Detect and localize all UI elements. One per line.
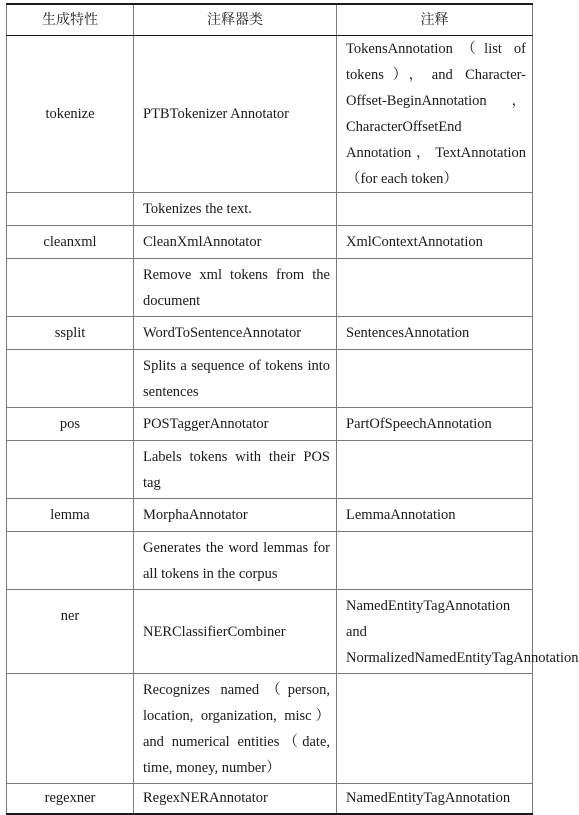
annotator-cell: WordToSentenceAnnotator <box>134 317 337 350</box>
feature-cell: cleanxml <box>7 226 134 259</box>
annotation-cell-empty <box>337 532 533 590</box>
table-row <box>7 226 533 259</box>
annotation-cell: NamedEntityTagAnnotation and NormalizedNamedEntityTagAnnotation <box>337 590 533 674</box>
feature-cell-empty <box>7 532 134 590</box>
table-row <box>7 532 533 590</box>
annotation-cell-empty <box>337 259 533 317</box>
feature-cell-empty <box>7 350 134 408</box>
description-cell: Generates the word lemmas for all tokens in the corpus <box>134 532 337 590</box>
annotator-cell: CleanXmlAnnotator <box>134 226 337 259</box>
feature-cell: ssplit <box>7 317 134 350</box>
table-row <box>7 193 533 226</box>
feature-cell-empty <box>7 259 134 317</box>
description-cell: Splits a sequence of tokens into sentences <box>134 350 337 408</box>
header-annotation: 注释 <box>337 4 533 36</box>
annotation-cell: PartOfSpeechAnnotation <box>337 408 533 441</box>
description-cell: Tokenizes the text. <box>134 193 337 226</box>
annotation-cell: SentencesAnnotation <box>337 317 533 350</box>
table-row <box>7 674 533 784</box>
header-annotator-class: 注释器类 <box>134 4 337 36</box>
annotator-cell: PTBTokenizer Annotator <box>134 36 337 193</box>
table-row <box>7 317 533 350</box>
table-row <box>7 441 533 499</box>
annotation-cell-empty <box>337 441 533 499</box>
feature-cell: lemma <box>7 499 134 532</box>
table-row <box>7 784 533 814</box>
annotation-cell: NamedEntityTagAnnotation <box>337 784 533 814</box>
table-row <box>7 408 533 441</box>
annotation-cell: TokensAnnotation（list of tokens），and Character-Offset-BeginAnnotation，CharacterOffsetEnd Annotation，TextAnnotation（for each token） <box>337 36 533 193</box>
feature-cell-empty <box>7 674 134 784</box>
annotation-cell-empty <box>337 674 533 784</box>
feature-cell-empty <box>7 193 134 226</box>
annotation-cell-empty <box>337 193 533 226</box>
feature-cell: ner <box>7 590 134 674</box>
table-row <box>7 36 533 193</box>
annotation-cell: LemmaAnnotation <box>337 499 533 532</box>
annotator-cell: POSTaggerAnnotator <box>134 408 337 441</box>
annotation-cell: XmlContextAnnotation <box>337 226 533 259</box>
annotator-cell: MorphaAnnotator <box>134 499 337 532</box>
annotation-cell-empty <box>337 350 533 408</box>
table-row <box>7 350 533 408</box>
annotator-table <box>6 3 579 815</box>
annotator-cell: NERClassifierCombiner <box>134 590 337 674</box>
description-cell: Labels tokens with their POS tag <box>134 441 337 499</box>
header-feature: 生成特性 <box>7 4 134 36</box>
annotator-cell: RegexNERAnnotator <box>134 784 337 814</box>
description-cell: Remove xml tokens from the document <box>134 259 337 317</box>
table-row <box>7 499 533 532</box>
feature-cell: tokenize <box>7 36 134 193</box>
feature-cell: pos <box>7 408 134 441</box>
description-cell: Recognizes named（person, location, organization, misc）and numerical entities（date, time, money, number） <box>134 674 337 784</box>
table-row <box>7 259 533 317</box>
feature-cell: regexner <box>7 784 134 814</box>
feature-cell-empty <box>7 441 134 499</box>
table-header-row <box>7 4 533 36</box>
table-row <box>7 590 533 674</box>
